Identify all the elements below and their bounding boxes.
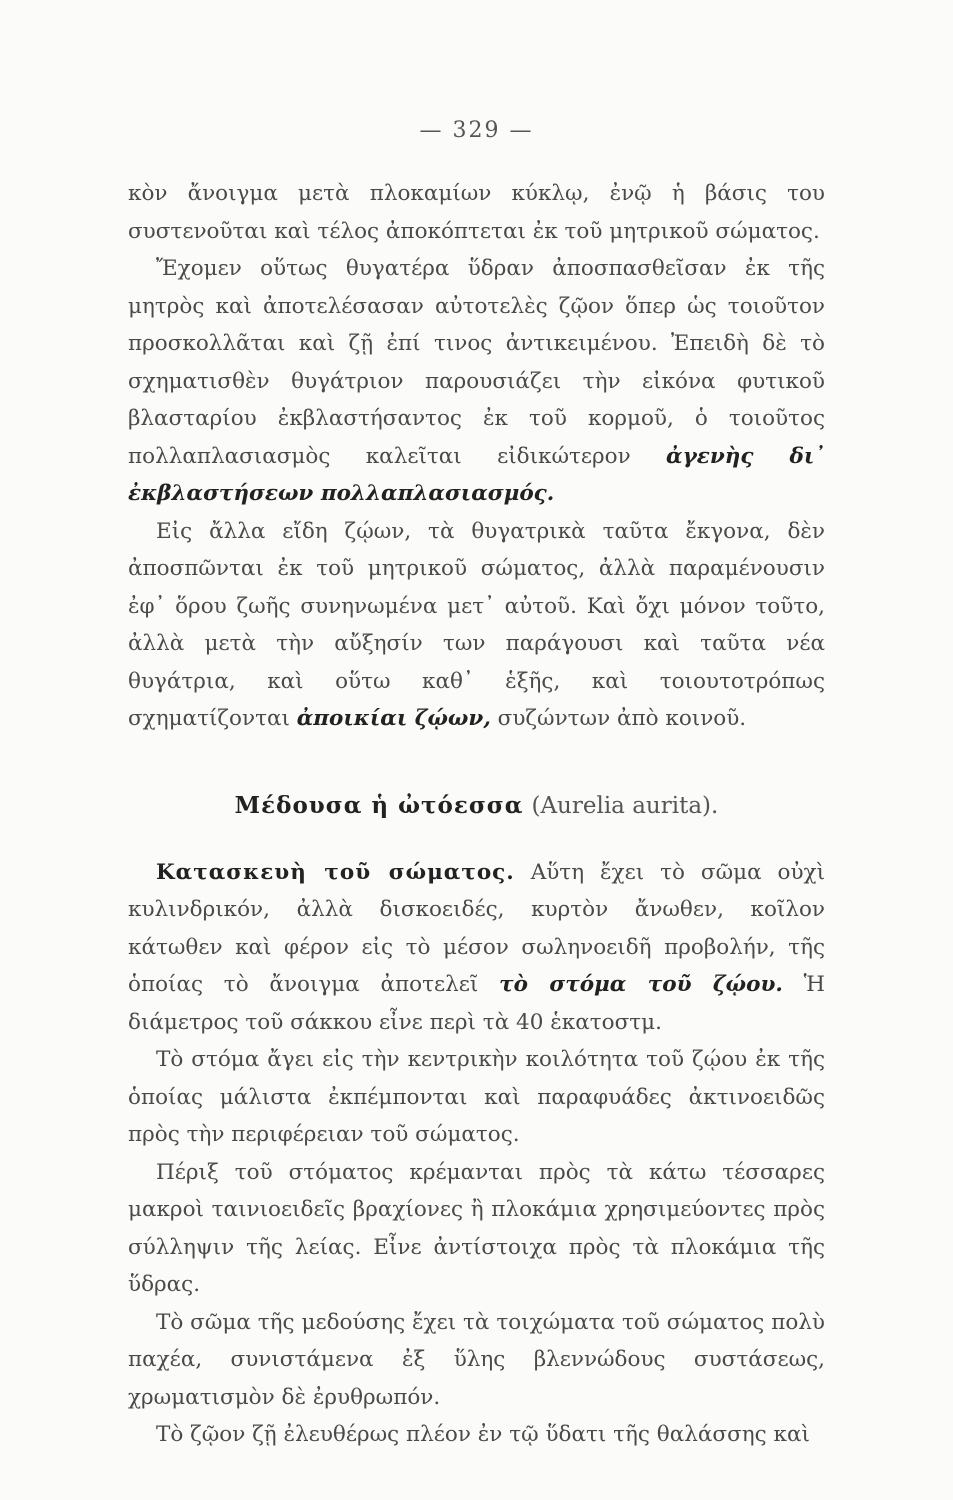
paragraph-3 <box>128 513 825 738</box>
paragraph-5 <box>128 1041 825 1154</box>
paragraph-4-text-end: Ἡ διάμετρος τοῦ σάκκου εἶνε περὶ τὰ 40 ἑκατοστμ. <box>128 972 826 1035</box>
paragraph-1 <box>128 175 825 250</box>
paragraph-3-text-end: συζώντων ἀπὸ κοινοῦ. <box>490 706 747 731</box>
paragraph-2 <box>128 250 825 513</box>
paragraph-7 <box>128 1304 825 1417</box>
section-heading-title: Μέδουσα ἡ ὠτόεσσα <box>234 791 524 819</box>
section-heading-latin: (Aurelia aurita). <box>531 792 719 819</box>
paragraph-1-text: κὸν ἄνοιγμα μετὰ πλοκαμίων κύκλῳ, ἐνῷ ἡ βάσις του συστενοῦται καὶ τέλος ἀποκόπτεται ἐκ τοῦ μητρικοῦ σώματος. <box>128 181 825 244</box>
paragraph-2-text: Ἔχομεν οὕτως θυγατέρα ὕδραν ἀποσπασθεῖσαν ἐκ τῆς μητρὸς καὶ ἀποτελέσασαν αὐτοτελὲς ζῷον ὅπερ ὡς τοιοῦτον προσκολλᾶται καὶ ζῇ ἐπί τινος ἀντικειμένου. Ἐπειδὴ δὲ τὸ σχηματισθὲν θυγάτριον παρουσιάζει τὴν εἰκόνα φυτικοῦ βλασταρίου ἐκβλαστήσαντος ἐκ τοῦ κορμοῦ, ὁ τοιοῦτος πολλαπλασιασμὸς καλεῖται εἰδικώτερον <box>128 256 825 469</box>
paragraph-6-text: Πέριξ τοῦ στόματος κρέμανται πρὸς τὰ κάτω τέσσαρες μακροὶ ταινιοειδεῖς βραχίονες ἢ πλοκάμια χρησιμεύοντες πρὸς σύλληψιν τῆς λείας. Εἶνε ἀντίστοιχα πρὸς τὰ πλοκάμια τῆς ὕδρας. <box>128 1159 825 1297</box>
paragraph-4 <box>128 854 825 1042</box>
paragraph-4-bold: τὸ στόμα τοῦ ζῴου. <box>499 972 783 997</box>
paragraph-3-bold: ἀποικίαι ζῴων, <box>296 706 491 731</box>
paragraph-8 <box>128 1416 825 1454</box>
paragraph-6 <box>128 1154 825 1304</box>
page-number: — 329 — <box>419 118 534 143</box>
body-text <box>128 175 825 1454</box>
paragraph-3-text: Εἰς ἄλλα εἴδη ζῴων, τὰ θυγατρικὰ ταῦτα ἔκγονα, δὲν ἀποσπῶνται ἐκ τοῦ μητρικοῦ σώματος, ἀλλὰ παραμένουσιν ἐφ᾽ ὅρου ζωῆς συνηνωμένα μετ᾽ αὐτοῦ. Καὶ ὄχι μόνον τοῦτο, ἀλλὰ μετὰ τὴν αὔξησίν των παράγουσι καὶ ταῦτα νέα θυγάτρια, καὶ οὕτω καθ᾽ ἑξῆς, καὶ τοιουτοτρόπως σχηματίζονται <box>128 518 825 731</box>
paragraph-8-text: Τὸ ζῷον ζῇ ἐλευθέρως πλέον ἐν τῷ ὕδατι τῆς θαλάσσης καὶ <box>156 1422 810 1447</box>
paragraph-2-bold: ἀγενὴς δι᾽ ἐκβλαστήσεων πολλαπλασιασμός. <box>128 443 825 506</box>
paragraph-5-text: Τὸ στόμα ἄγει εἰς τὴν κεντρικὴν κοιλότητα τοῦ ζῴου ἐκ τῆς ὁποίας μάλιστα ἐκπέμπονται καὶ παραφυάδες ἀκτινοειδῶς πρὸς τὴν περιφέρειαν τοῦ σώματος. <box>128 1047 825 1147</box>
paragraph-4-text: Αὕτη ἔχει τὸ σῶμα οὐχὶ κυλινδρικόν, ἀλλὰ δισκοειδές, κυρτὸν ἄνωθεν, κοῖλον κάτωθεν καὶ φέρον εἰς τὸ μέσον σωληνοειδῆ προβολήν, τῆς ὁποίας τὸ ἄνοιγμα ἀποτελεῖ <box>128 859 826 997</box>
subheading-body-structure: Κατασκευὴ τοῦ σώματος. <box>156 859 515 885</box>
paragraph-7-text: Τὸ σῶμα τῆς μεδούσης ἔχει τὰ τοιχώματα τοῦ σώματος πολὺ παχέα, συνιστάμενα ἐξ ὕλης βλεννώδους συστάσεως, χρωματισμὸν δὲ ἐρυθρωπόν. <box>128 1309 825 1410</box>
section-heading <box>128 786 825 826</box>
